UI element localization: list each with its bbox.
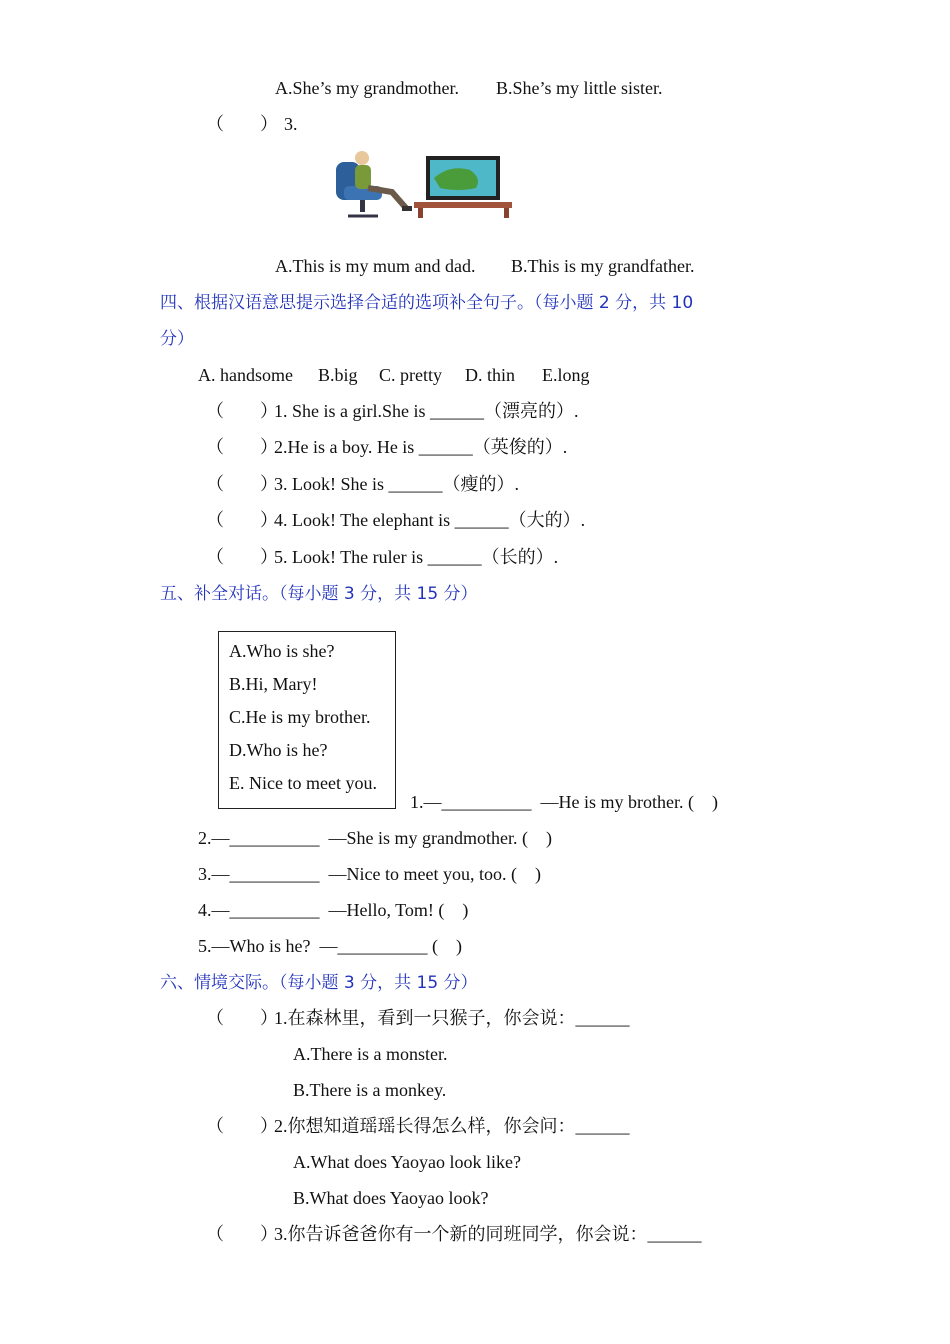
question-text: 1. She is a girl.She is ______（漂亮的）.: [274, 401, 579, 421]
question-text: 2.He is a boy. He is ______（英俊的）.: [274, 437, 568, 457]
section-heading-cont: 分）: [160, 329, 194, 349]
section-heading: 六、情境交际。（每小题 3 分，共 15 分）: [160, 973, 478, 993]
option-a: A.There is a monster.: [293, 1044, 448, 1064]
dialogue-option: A.Who is she?: [229, 641, 335, 661]
choice: A. handsome: [198, 365, 293, 385]
option-b: B.She’s my little sister.: [496, 78, 663, 98]
question-text: 2.你想知道瑶瑶长得怎么样，你会问：______: [274, 1116, 630, 1136]
question-text: 3. Look! She is ______（瘦的）.: [274, 474, 519, 494]
option-b: B.What does Yaoyao look?: [293, 1188, 489, 1208]
dialogue-option: D.Who is he?: [229, 740, 328, 760]
grandfather-watching-tv-image: [330, 148, 515, 220]
dialogue-item: 5.—Who is he? —__________ ( ): [198, 936, 462, 956]
dialogue-option: C.He is my brother.: [229, 707, 371, 727]
option-b: B.This is my grandfather.: [511, 256, 695, 276]
answer-paren[interactable]: （ ）: [206, 114, 278, 134]
choice: B.big: [318, 365, 358, 385]
option-b: B.There is a monkey.: [293, 1080, 447, 1100]
answer-paren[interactable]: （ ）: [206, 1224, 278, 1244]
answer-paren[interactable]: （ ）: [206, 547, 278, 567]
option-a: A.This is my mum and dad.: [275, 256, 476, 276]
question-text: 4. Look! The elephant is ______（大的）.: [274, 510, 586, 530]
section-heading: 四、根据汉语意思提示选择合适的选项补全句子。（每小题 2 分，共 10: [160, 293, 694, 313]
choice: C. pretty: [379, 365, 442, 385]
answer-paren[interactable]: （ ）: [206, 401, 278, 421]
section-heading: 五、补全对话。（每小题 3 分，共 15 分）: [160, 584, 478, 604]
question-text: 3.你告诉爸爸你有一个新的同班同学，你会说：______: [274, 1224, 702, 1244]
answer-paren[interactable]: （ ）: [206, 437, 278, 457]
dialogue-option: E. Nice to meet you.: [229, 773, 377, 793]
question-number: 3.: [284, 114, 298, 134]
answer-paren[interactable]: （ ）: [206, 1116, 278, 1136]
answer-paren[interactable]: （ ）: [206, 474, 278, 494]
question-text: 5. Look! The ruler is ______（长的）.: [274, 547, 559, 567]
choice: E.long: [542, 365, 590, 385]
dialogue-item: 4.—__________ —Hello, Tom! ( ): [198, 900, 469, 920]
dialogue-option: B.Hi, Mary!: [229, 674, 318, 694]
question-text: 1.在森林里，看到一只猴子，你会说：______: [274, 1008, 630, 1028]
option-a: A.What does Yaoyao look like?: [293, 1152, 521, 1172]
dialogue-options-box: [218, 631, 396, 809]
dialogue-item: 2.—__________ —She is my grandmother. ( ): [198, 828, 552, 848]
dialogue-item: 3.—__________ —Nice to meet you, too. ( ): [198, 864, 541, 884]
choice: D. thin: [465, 365, 516, 385]
answer-paren[interactable]: （ ）: [206, 510, 278, 530]
dialogue-item: 1.—__________ —He is my brother. ( ): [410, 792, 718, 812]
option-a: A.She’s my grandmother.: [275, 78, 459, 98]
answer-paren[interactable]: （ ）: [206, 1008, 278, 1028]
